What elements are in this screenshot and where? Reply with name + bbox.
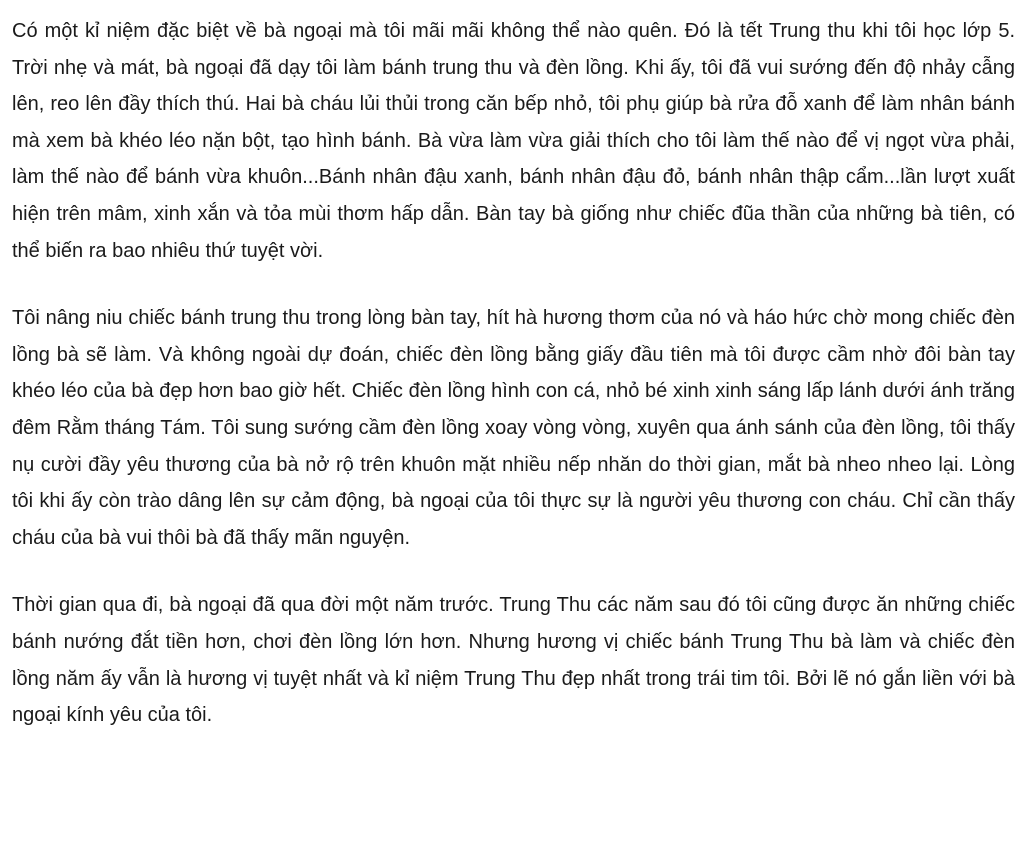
paragraph-2: Tôi nâng niu chiếc bánh trung thu trong lòng bàn tay, hít hà hương thơm của nó và háo hức chờ mong chiếc đèn lồng bà sẽ làm. Và không ngoài dự đoán, chiếc đèn lồng bằng giấy đầu tiên mà tôi được cầm nhờ đôi bàn tay khéo léo của bà đẹp hơn bao giờ hết. Chiếc đèn lồng hình con cá, nhỏ bé xinh xinh sáng lấp lánh dưới ánh trăng đêm Rằm tháng Tám. Tôi sung sướng cầm đèn lồng xoay vòng vòng, xuyên qua ánh sánh của đèn lồng, tôi thấy nụ cười đầy yêu thương của bà nở rộ trên khuôn mặt nhiều nếp nhăn do thời gian, mắt bà nheo nheo lại. Lòng tôi khi ấy còn trào dâng lên sự cảm động, bà ngoại của tôi thực sự là người yêu thương con cháu. Chỉ cần thấy cháu của bà vui thôi bà đã thấy mãn nguyện. bbox=[12, 307, 1015, 549]
paragraph-3: Thời gian qua đi, bà ngoại đã qua đời một năm trước. Trung Thu các năm sau đó tôi cũng được ăn những chiếc bánh nướng đắt tiền hơn, chơi đèn lồng lớn hơn. Nhưng hương vị chiếc bánh Trung Thu bà làm và chiếc đèn lồng năm ấy vẫn là hương vị tuyệt nhất và kỉ niệm Trung Thu đẹp nhất trong trái tim tôi. Bởi lẽ nó gắn liền với bà ngoại kính yêu của tôi. bbox=[12, 594, 1015, 727]
paragraph-1: Có một kỉ niệm đặc biệt về bà ngoại mà tôi mãi mãi không thể nào quên. Đó là tết Trung thu khi tôi học lớp 5. Trời nhẹ và mát, bà ngoại đã dạy tôi làm bánh trung thu và đèn lồng. Khi ấy, tôi đã vui sướng đến độ nhảy cẫng lên, reo lên đầy thích thú. Hai bà cháu lủi thủi trong căn bếp nhỏ, tôi phụ giúp bà rửa đỗ xanh để làm nhân bánh mà xem bà khéo léo nặn bột, tạo hình bánh. Bà vừa làm vừa giải thích cho tôi làm thế nào để vị ngọt vừa phải, làm thế nào để bánh vừa khuôn...Bánh nhân đậu xanh, bánh nhân đậu đỏ, bánh nhân thập cẩm...lần lượt xuất hiện trên mâm, xinh xắn và tỏa mùi thơm hấp dẫn. Bàn tay bà giống như chiếc đũa thần của những bà tiên, có thể biến ra bao nhiêu thứ tuyệt vời. bbox=[12, 20, 1015, 262]
